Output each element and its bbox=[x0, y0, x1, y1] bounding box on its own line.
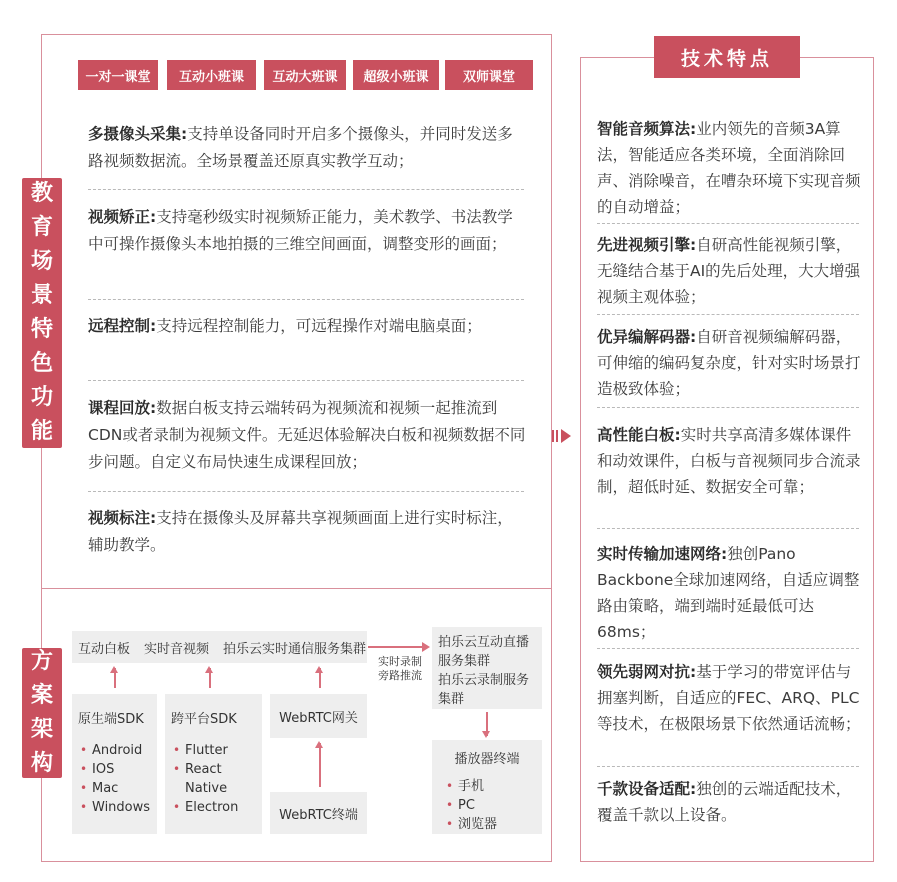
architecture-label: 方案架构 bbox=[22, 648, 62, 778]
service-top-bar bbox=[72, 631, 367, 663]
tech-whiteboard: 高性能白板:实时共享高清多媒体课件和动效课件，白板与音视频同步合流录制，超低时延、数据安全可靠； bbox=[597, 426, 861, 496]
native-sdk-title: 原生端SDK bbox=[78, 712, 144, 727]
tab-one-on-one[interactable]: 一对一课堂 bbox=[78, 60, 158, 90]
feature-course-playback: 课程回放:数据白板支持云端转码为视频流和视频一起推流到CDN或者录制为视频文件。无延迟体验解决白板和视频数据不同步问题。自定义布局快速生成课程回放； bbox=[88, 399, 526, 471]
live-cluster-box: 拍乐云互动直播服务集群 拍乐云录制服务集群 bbox=[432, 627, 542, 709]
tech-device-adapt: 千款设备适配:独创的云端适配技术，覆盖千款以上设备。 bbox=[597, 780, 852, 824]
tech-audio: 智能音频算法:业内领先的音频3A算法，智能适应各类环境，全面消除回声、消除噪音，在嘈杂环境下实现音频的自动增益； bbox=[597, 120, 861, 216]
webrtc-terminal-box: WebRTC终端 bbox=[270, 792, 367, 834]
native-sdk-list: • Android • IOS • Mac • Windows bbox=[78, 741, 151, 817]
player-list: • 手机 • PC • 浏览器 bbox=[444, 777, 530, 834]
webrtc-gateway-box: WebRTC网关 bbox=[270, 694, 367, 738]
arrow-down bbox=[486, 712, 488, 736]
tab-small-class[interactable]: 互动小班课 bbox=[167, 60, 256, 90]
divider bbox=[88, 299, 524, 300]
push-arrowhead bbox=[422, 642, 430, 652]
tab-dual-teacher[interactable]: 双师课堂 bbox=[445, 60, 533, 90]
divider bbox=[597, 528, 859, 529]
feature-video-annotation: 视频标注:支持在摄像头及屏幕共享视频画面上进行实时标注，辅助教学。 bbox=[88, 509, 513, 554]
push-label: 实时录制 旁路推流 bbox=[378, 655, 422, 682]
arrow-up bbox=[319, 743, 321, 787]
education-label: 教育场景特色功能 bbox=[22, 178, 62, 448]
cross-sdk-list: • Flutter • React Native • Electron bbox=[171, 741, 256, 817]
arrow-up bbox=[209, 668, 211, 688]
divider bbox=[597, 766, 859, 767]
divider bbox=[597, 314, 859, 315]
top-bar-cluster: 拍乐云实时通信服务集群 bbox=[223, 641, 367, 657]
arrow-up bbox=[319, 668, 321, 688]
player-title: 播放器终端 bbox=[454, 752, 520, 767]
divider bbox=[597, 223, 859, 224]
cross-sdk-box bbox=[165, 694, 262, 834]
push-arrow bbox=[368, 646, 426, 648]
tech-weak-network: 领先弱网对抗:基于学习的带宽评估与拥塞判断，自适应的FEC、ARQ、PLC等技术，在极限场景下依然通话流畅； bbox=[597, 663, 861, 733]
tab-large-class[interactable]: 互动大班课 bbox=[264, 60, 346, 90]
feature-video-correction: 视频矫正:支持毫秒级实时视频矫正能力，美术教学、书法教学中可操作摄像头本地拍摄的三维空间画面，调整变形的画面； bbox=[88, 208, 513, 253]
tech-network: 实时传输加速网络:独创Pano Backbone全球加速网络，自适应调整路由策略，端到端时延最低可达68ms； bbox=[597, 545, 860, 641]
top-bar-whiteboard: 互动白板 bbox=[78, 641, 131, 657]
divider bbox=[597, 407, 859, 408]
cross-sdk-title: 跨平台SDK bbox=[171, 712, 237, 727]
arrow-up bbox=[114, 668, 116, 688]
native-sdk-box bbox=[72, 694, 157, 834]
tech-video-engine: 先进视频引擎:自研高性能视频引擎，无缝结合基于AI的先后处理，大大增强视频主观体验； bbox=[597, 236, 861, 306]
divider bbox=[88, 380, 524, 381]
player-box bbox=[432, 740, 542, 834]
divider bbox=[88, 491, 524, 492]
top-bar-rtc: 实时音视频 bbox=[144, 641, 210, 657]
feature-multi-camera: 多摄像头采集:支持单设备同时开启多个摄像头，并同时发送多路视频数据流。全场景覆盖还原真实教学互动； bbox=[88, 125, 513, 170]
feature-remote-control: 远程控制:支持远程控制能力，可远程操作对端电脑桌面； bbox=[88, 317, 482, 335]
divider bbox=[88, 189, 524, 190]
panel-divider bbox=[41, 588, 552, 589]
chevron-right-icon bbox=[552, 427, 580, 445]
divider bbox=[597, 648, 859, 649]
tech-title: 技术特点 bbox=[654, 36, 800, 78]
tech-codec: 优异编解码器:自研音视频编解码器，可伸缩的编码复杂度，针对实时场景打造极致体验； bbox=[597, 328, 861, 398]
tab-super-small-class[interactable]: 超级小班课 bbox=[353, 60, 439, 90]
